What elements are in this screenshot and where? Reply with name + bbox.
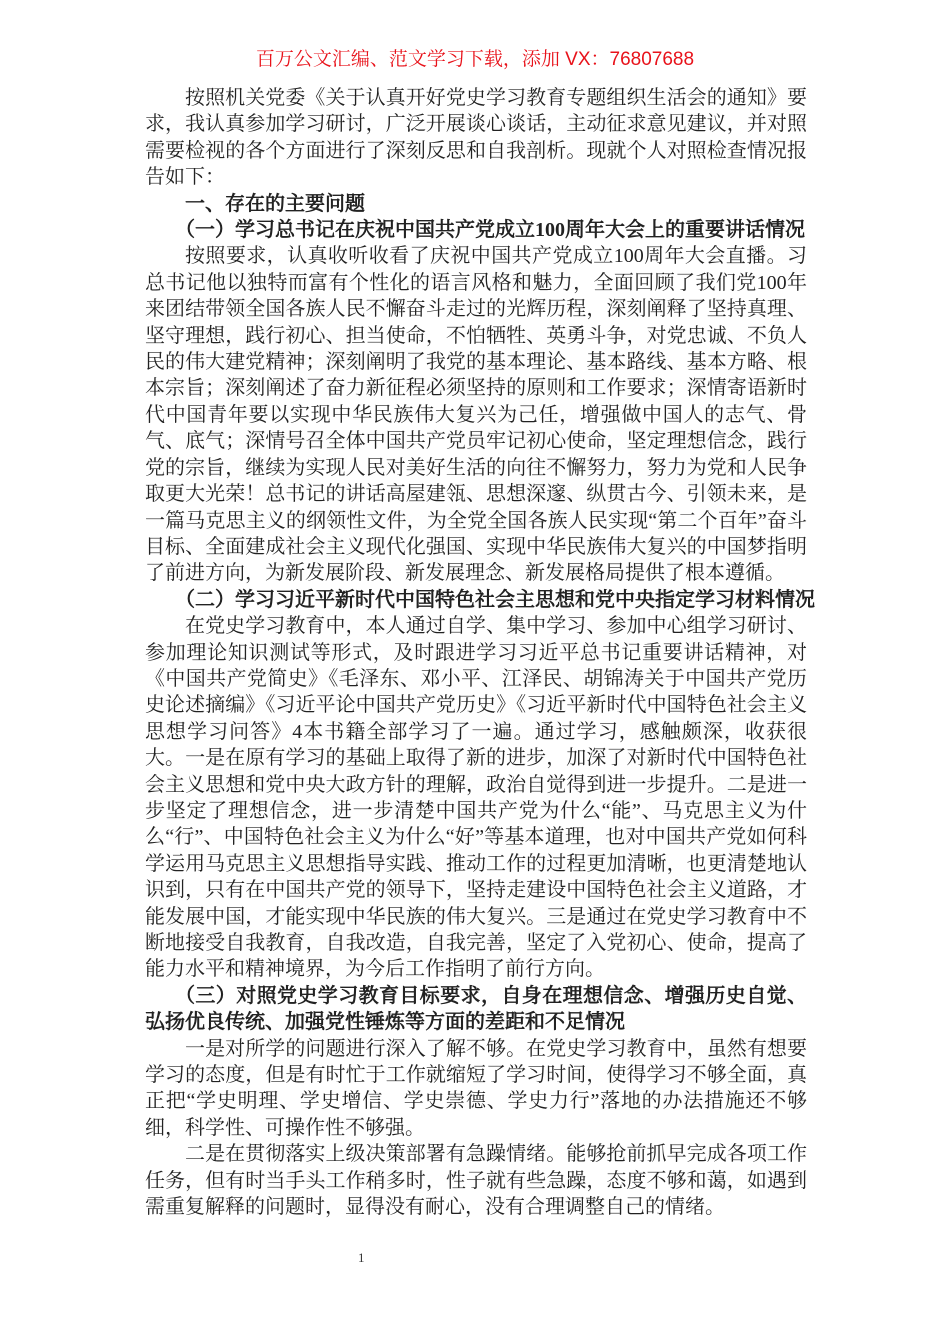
subsection-2-paragraph: 在党史学习教育中，本人通过自学、集中学习、参加中心组学习研讨、参加理论知识测试等形式，及时跟进学习习近平总书记重要讲话精神，对《中国共产党简史》《毛泽东、邓小平、江泽民、胡锦涛关于中国共产党历史论述摘编》《习近平论中国共产党历史》《习近平新时代中国特色社会主义思想学习问答》4本书籍全部学习了一遍。通过学习，感触颇深，收获很大。一是在原有学习的基础上取得了新的进步，加深了对新时代中国特色社会主义思想和党中央大政方针的理解，政治自觉得到进一步提升。二是进一步坚定了理想信念，进一步清楚中国共产党为什么“能”、马克思主义为什么“行”、中国特色社会主义为什么“好”等基本道理，也对中国共产党如何科学运用马克思主义思想指导实践、推动工作的过程更加清晰，也更清楚地认识到，只有在中国共产党的领导下，坚持走建设中国特色社会主义道路，才能发展中国，才能实现中华民族的伟大复兴。三是通过在党史学习教育中不断地接受自我教育，自我改造，自我完善，坚定了入党初心、使命，提高了能力水平和精神境界，为今后工作指明了前行方向。 [145,615,807,981]
subsection-3-paragraph-2: 二是在贯彻落实上级决策部署有急躁情绪。能够抢前抓早完成各项工作任务，但有时当手头工作稍多时，性子就有些急躁，态度不够和蔼，如遇到需重复解释的问题时，显得没有耐心，没有合理调整自己的情绪。 [145,1143,807,1219]
subsection-3-paragraph-1: 一是对所学的问题进行深入了解不够。在党史学习教育中，虽然有想要学习的态度，但是有时忙于工作就缩短了学习时间，使得学习不够全面，真正把“学史明理、学史增信、学史崇德、学史力行”落地的办法措施还不够细，科学性、可操作性不够强。 [145,1037,807,1139]
subsection-heading-1: （一）学习总书记在庆祝中国共产党成立100周年大会上的重要讲话情况 [175,219,805,242]
watermark-banner: 百万公文汇编、范文学习下载，添加 VX：76807688 [255,49,695,70]
document-body [145,85,815,1220]
intro-paragraph: 按照机关党委《关于认真开好党史学习教育专题组织生活会的通知》要求，我认真参加学习研讨，广泛开展谈心谈话，主动征求意见建议，并对照需要检视的各个方面进行了深刻反思和自我剖析。现就个人对照检查情况报告如下： [145,87,807,189]
subsection-1-paragraph: 按照要求，认真收听收看了庆祝中国共产党成立100周年大会直播。习总书记他以独特而富有个性化的语言风格和魅力，全面回顾了我们党100年来团结带领全国各族人民不懈奋斗走过的光辉历程，深刻阐释了坚持真理、坚守理想，践行初心、担当使命，不怕牺牲、英勇斗争，对党忠诚、不负人民的伟大建党精神；深刻阐明了我党的基本理论、基本路线、基本方略、根本宗旨；深刻阐述了奋力新征程必须坚持的原则和工作要求；深情寄语新时代中国青年要以实现中华民族伟大复兴为己任，增强做中国人的志气、骨气、底气；深情号召全体中国共产党员牢记初心使命，坚定理想信念，践行党的宗旨，继续为实现人民对美好生活的向往不懈努力，努力为党和人民争取更大光荣！总书记的讲话高屋建瓴、思想深邃、纵贯古今、引领未来，是一篇马克思主义的纲领性文件，为全党全国各族人民实现“第二个百年”奋斗目标、全面建成社会主义现代化强国、实现中华民族伟大复兴的中国梦指明了前进方向，为新发展阶段、新发展理念、新发展格局提供了根本遵循。 [145,245,807,585]
section-heading: 一、存在的主要问题 [185,192,365,215]
subsection-heading-2: （二）学习习近平新时代中国特色社会主思想和党中央指定学习材料情况 [175,588,815,611]
page-number: 1 [358,1250,365,1265]
subsection-heading-3: （三）对照党史学习教育目标要求，自身在理想信念、增强历史自觉、弘扬优良传统、加强党性锤炼等方面的差距和不足情况 [145,984,807,1034]
